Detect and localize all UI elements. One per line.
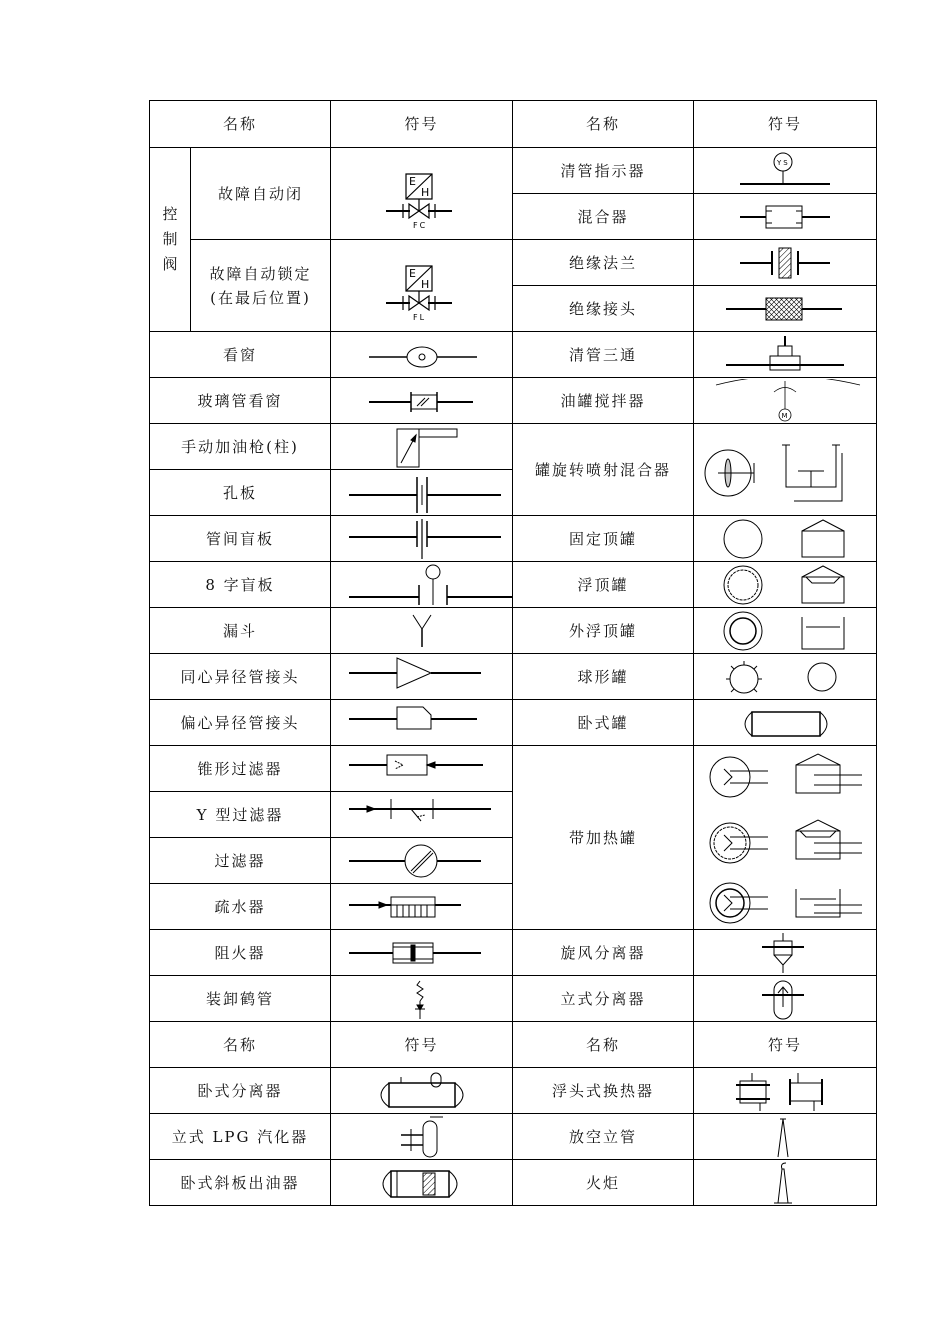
symbol-spherical-tank: [694, 654, 877, 700]
name-orifice-plate: 孔板: [150, 470, 331, 516]
symbol-y-strainer: [331, 792, 513, 838]
name-fixed-roof-tank: 固定顶罐: [513, 516, 694, 562]
symbol-concentric-reducer: [331, 654, 513, 700]
symbol-manual-fuel-nozzle: [331, 424, 513, 470]
name-funnel: 漏斗: [150, 608, 331, 654]
name-external-floating-roof-tank: 外浮顶罐: [513, 608, 694, 654]
svg-text:E: E: [409, 266, 418, 280]
name-insulating-joint: 绝缘接头: [513, 286, 694, 332]
name-insulating-flange: 绝缘法兰: [513, 240, 694, 286]
symbol-insulating-joint: [694, 286, 877, 332]
symbol-fault-auto-lock: [331, 240, 513, 332]
name-fault-auto-close: 故障自动闭: [191, 148, 331, 240]
svg-text:YS: YS: [777, 158, 790, 167]
svg-text:H: H: [421, 185, 432, 199]
symbol-filter: [331, 838, 513, 884]
symbol-cyclone-separator: [694, 930, 877, 976]
name-flare: 火炬: [513, 1160, 694, 1206]
header-name-repeat: 名称: [150, 1022, 331, 1068]
name-eccentric-reducer: 偏心异径管接头: [150, 700, 331, 746]
name-filter: 过滤器: [150, 838, 331, 884]
name-sight-glass: 看窗: [150, 332, 331, 378]
name-figure8-blind: 8 字盲板: [150, 562, 331, 608]
header-symbol: 符号: [331, 101, 513, 148]
symbol-pig-indicator: [694, 148, 877, 194]
name-cyclone-separator: 旋风分离器: [513, 930, 694, 976]
symbol-figure8-blind: [331, 562, 513, 608]
header-name: 名称: [513, 101, 694, 148]
name-glass-tube-sight-glass: 玻璃管看窗: [150, 378, 331, 424]
control-valve-group-label: 控 制 阀: [150, 148, 191, 332]
name-horizontal-separator: 卧式分离器: [150, 1068, 331, 1114]
name-fault-auto-lock: 故障自动锁定 (在最后位置): [191, 240, 331, 332]
symbol-spectacle-blind: [331, 516, 513, 562]
header-symbol-repeat: 符号: [694, 1022, 877, 1068]
name-pig-tee: 清管三通: [513, 332, 694, 378]
svg-text:FC: FC: [413, 220, 428, 230]
name-vent-stack: 放空立管: [513, 1114, 694, 1160]
name-manual-fuel-nozzle: 手动加油枪(柱): [150, 424, 331, 470]
symbol-insulating-flange: [694, 240, 877, 286]
symbol-flame-arrester: [331, 930, 513, 976]
header-name-repeat: 名称: [513, 1022, 694, 1068]
name-heated-tank: 带加热罐: [513, 746, 694, 930]
name-cone-strainer: 锥形过滤器: [150, 746, 331, 792]
symbol-vertical-separator: [694, 976, 877, 1022]
symbol-sight-glass: [331, 332, 513, 378]
name-pig-indicator: 清管指示器: [513, 148, 694, 194]
header-symbol-repeat: 符号: [331, 1022, 513, 1068]
symbol-loading-arm: [331, 976, 513, 1022]
symbol-vent-stack: [694, 1114, 877, 1160]
name-mixer: 混合器: [513, 194, 694, 240]
name-flame-arrester: 阻火器: [150, 930, 331, 976]
symbol-orifice-plate: [331, 470, 513, 516]
name-loading-arm: 装卸鹤管: [150, 976, 331, 1022]
symbol-fixed-roof-tank: [694, 516, 877, 562]
name-floating-head-exchanger: 浮头式换热器: [513, 1068, 694, 1114]
symbol-steam-trap: [331, 884, 513, 930]
symbol-floating-head-exchanger: [694, 1068, 877, 1114]
name-tank-agitator: 油罐搅拌器: [513, 378, 694, 424]
symbol-fault-auto-close: [331, 148, 513, 240]
name-vertical-lpg-vaporizer: 立式 LPG 汽化器: [150, 1114, 331, 1160]
symbol-flare: [694, 1160, 877, 1206]
name-steam-trap: 疏水器: [150, 884, 331, 930]
svg-text:H: H: [421, 277, 432, 291]
name-y-strainer: Y 型过滤器: [150, 792, 331, 838]
name-horizontal-tilted-plate-separator: 卧式斜板出油器: [150, 1160, 331, 1206]
name-spectacle-blind: 管间盲板: [150, 516, 331, 562]
symbol-legend-table: [149, 100, 877, 1206]
header-symbol: 符号: [694, 101, 877, 148]
symbol-eccentric-reducer: [331, 700, 513, 746]
header-name: 名称: [150, 101, 331, 148]
symbol-glass-tube-sight-glass: [331, 378, 513, 424]
symbol-pig-tee: [694, 332, 877, 378]
symbol-funnel: [331, 608, 513, 654]
name-rotary-jet-mixer: 罐旋转喷射混合器: [513, 424, 694, 516]
svg-text:M: M: [781, 411, 790, 420]
symbol-heated-tank: [694, 746, 877, 930]
name-spherical-tank: 球形罐: [513, 654, 694, 700]
name-concentric-reducer: 同心异径管接头: [150, 654, 331, 700]
symbol-rotary-jet-mixer: [694, 424, 877, 516]
name-vertical-separator: 立式分离器: [513, 976, 694, 1022]
symbol-horizontal-tilted-plate-separator: [331, 1160, 513, 1206]
symbol-horizontal-separator: [331, 1068, 513, 1114]
svg-text:E: E: [409, 174, 418, 188]
symbol-cone-strainer: [331, 746, 513, 792]
symbol-tank-agitator: [694, 378, 877, 424]
symbol-vertical-lpg-vaporizer: [331, 1114, 513, 1160]
symbol-mixer: [694, 194, 877, 240]
symbol-horizontal-tank: [694, 700, 877, 746]
symbol-external-floating-roof-tank: [694, 608, 877, 654]
symbol-floating-roof-tank: [694, 562, 877, 608]
name-horizontal-tank: 卧式罐: [513, 700, 694, 746]
name-floating-roof-tank: 浮顶罐: [513, 562, 694, 608]
svg-text:FL: FL: [413, 312, 427, 322]
